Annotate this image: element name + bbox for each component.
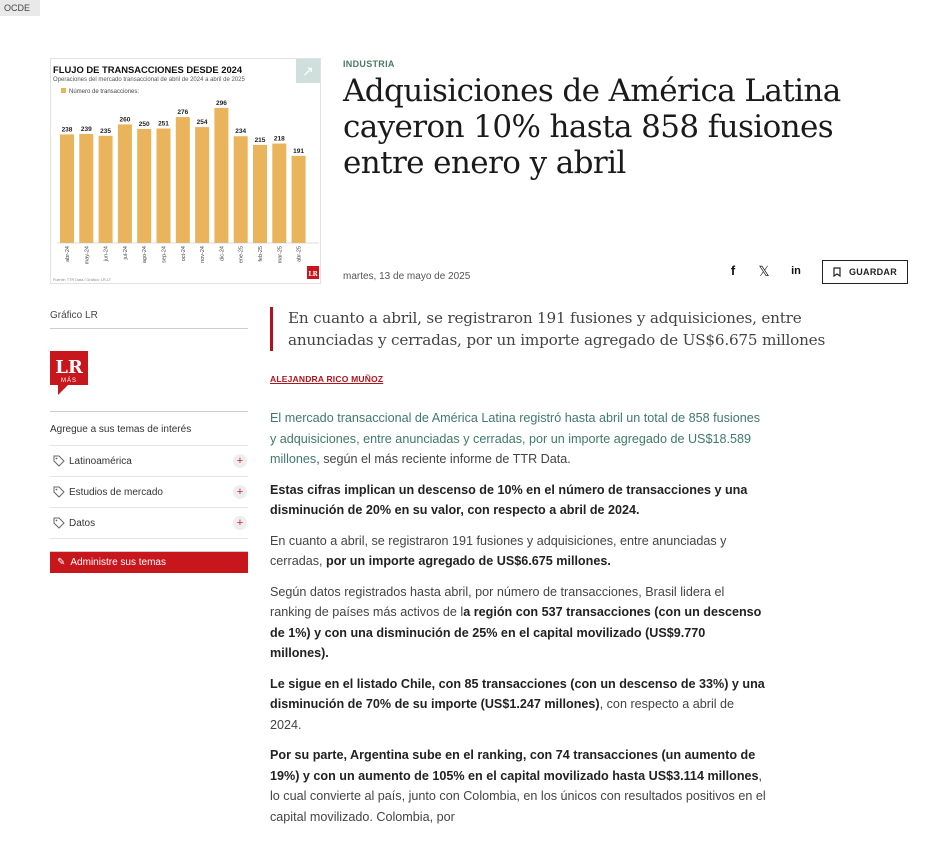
lr-mas-logo[interactable] [50, 351, 86, 395]
x-tick-label: dic-24 [219, 246, 226, 261]
pencil-icon: ✎ [57, 557, 66, 568]
bar-value-label: 254 [196, 119, 208, 127]
bar-value-label: 250 [138, 120, 150, 128]
chart-bar [79, 134, 93, 243]
paragraph [270, 582, 766, 664]
topics-title: Agregue a sus temas de interés [50, 424, 248, 446]
topic-label: Estudios de mercado [69, 486, 163, 498]
page-title: Adquisiciones de América Latina cayeron 10% hasta 858 fusiones entre enero y abril [343, 73, 841, 181]
top-chip[interactable]: OCDE [0, 0, 40, 16]
bar-value-label: 218 [273, 135, 285, 143]
x-tick-label: ago-24 [142, 246, 149, 264]
paragraph-text: , según el más reciente informe de TTR Data. [316, 452, 571, 466]
manage-topics-button[interactable] [50, 551, 248, 573]
sidebar [50, 306, 248, 573]
paragraph-bold: por un importe agregado de US$6.675 millones. [326, 554, 611, 568]
paragraph [270, 480, 766, 521]
section-tag[interactable]: INDUSTRIA [343, 59, 395, 69]
publish-date: martes, 13 de mayo de 2025 [343, 271, 471, 282]
chart-bar [292, 156, 306, 243]
x-tick-label: feb-25 [258, 246, 264, 262]
x-tick-label: mar-25 [277, 246, 284, 264]
add-topic-icon[interactable]: + [233, 485, 247, 499]
bar-value-label: 251 [158, 120, 169, 128]
chart-card[interactable] [50, 58, 321, 284]
paragraph-bold: Por su parte, Argentina sube en el ranking, con 74 transacciones (un aumento de 19%) y con un aumento de 105% en el capital movilizado hasta US$3.114 millones [270, 748, 759, 783]
chart-bar [272, 144, 286, 243]
bar-value-label: 296 [215, 99, 227, 107]
paragraph-bold: Estas cifras implican un descenso de 10% en el número de transacciones y una disminución de 20% en su valor, con respecto a abril de 2024. [270, 482, 748, 517]
sidebar-divider [50, 411, 248, 412]
chart-bar [60, 134, 74, 243]
paragraph-text: Según datos registrados hasta abril, por número de transacciones, Brasil lidera el ranking de países más activos de l [270, 584, 725, 619]
x-tick-label: oct-24 [180, 246, 187, 262]
topic-estudios-de-mercado[interactable] [50, 477, 248, 508]
chart-bar [157, 128, 171, 243]
chart-bar [234, 136, 248, 243]
topic-datos[interactable] [50, 508, 248, 539]
article-body [270, 408, 766, 837]
x-tick-label: abr-25 [296, 246, 303, 262]
chart-bar [214, 108, 228, 243]
tag-icon [53, 517, 65, 529]
tag-icon [53, 486, 65, 498]
paragraph [270, 531, 766, 572]
save-button[interactable] [822, 260, 908, 284]
lr-logo-icon [50, 351, 88, 397]
tag-icon [53, 455, 65, 467]
x-tick-label: jul-24 [122, 246, 129, 260]
paragraph [270, 408, 766, 470]
paragraph [270, 745, 766, 827]
chart-bar [253, 145, 267, 243]
article-lead: En cuanto a abril, se registraron 191 fusiones y adquisiciones, entre anunciadas y cerradas, por un importe agregado de US$6.675 millones [270, 307, 870, 351]
bookmark-icon [833, 267, 841, 277]
chart-bar [195, 127, 209, 243]
add-topic-icon[interactable]: + [233, 516, 247, 530]
chart-source: Fuente: TTR Data / Gráfico: LR-LT [53, 278, 112, 282]
linkedin-icon[interactable]: in [791, 265, 801, 277]
chart-title: FLUJO DE TRANSACCIONES DESDE 2024 [53, 64, 243, 75]
topic-label: Latinoamérica [69, 455, 132, 467]
bar-value-label: 276 [177, 109, 189, 117]
facebook-icon[interactable]: f [730, 263, 736, 278]
author-link[interactable]: ALEJANDRA RICO MUÑOZ [270, 374, 384, 384]
x-tick-label: nov-24 [200, 246, 207, 263]
x-tick-label: ene-25 [238, 246, 245, 264]
save-button-label: GUARDAR [848, 267, 898, 277]
chart-bar [118, 124, 132, 243]
bar-value-label: 191 [293, 147, 305, 155]
chart-bar [99, 136, 113, 243]
paragraph-text: , con respecto a abril de 2024. [270, 697, 735, 732]
x-tick-label: may-24 [84, 246, 91, 265]
manage-topics-label: Administre sus temas [70, 557, 166, 568]
topic-latinoamerica[interactable] [50, 446, 248, 477]
chart-caption: Gráfico LR [50, 306, 248, 329]
x-icon[interactable]: 𝕏 [758, 263, 770, 279]
bar-value-label: 238 [61, 126, 73, 134]
add-topic-icon[interactable]: + [233, 454, 247, 468]
logo-sub-text: MÁS [60, 378, 78, 384]
chart-subtitle: Operaciones del mercado transaccional de abril de 2024 a abril de 2025 [53, 77, 245, 83]
article-link[interactable]: El mercado transaccional de América Latina registró hasta abril un total de 858 fusiones y adquisiciones, entre anunciadas y cerradas, por un importe agregado de US$18.589 millones [270, 411, 761, 466]
bar-value-label: 239 [80, 125, 92, 133]
x-tick-label: sep-24 [161, 246, 168, 263]
paragraph-text: , lo cual convierte al país, junto con Colombia, en los únicos con resultados positivos en el capital movilizado. Colombia, por [270, 768, 766, 824]
paragraph [270, 674, 766, 736]
paragraph-text: En cuanto a abril, se registraron 191 fusiones y adquisiciones, entre anunciadas y cerradas, [270, 533, 727, 568]
bar-value-label: 234 [235, 128, 247, 136]
legend-label: Número de transacciones: [69, 89, 140, 95]
chart-bar [176, 117, 190, 243]
legend-swatch [61, 88, 66, 93]
topic-label: Datos [69, 517, 96, 529]
bar-chart [51, 59, 321, 284]
bar-value-label: 260 [119, 116, 131, 124]
paragraph-bold: a región con 537 transacciones (con un descenso de 1%) y con una disminución de 25% en el capital movilizado (US$9.770 millones). [270, 605, 762, 660]
chart-bar [137, 129, 151, 243]
bar-value-label: 215 [254, 136, 266, 144]
chart-logo-text: LR [308, 271, 318, 278]
logo-main-text: LR [55, 357, 83, 378]
paragraph-bold: Le sigue en el listado Chile, con 85 transacciones (con un descenso de 33%) y una disminución de 70% de su importe (US$1.247 millones) [270, 676, 765, 711]
x-tick-label: jun-24 [103, 246, 110, 262]
x-tick-label: abr-24 [65, 246, 71, 262]
bar-value-label: 235 [100, 127, 112, 135]
expand-icon[interactable]: ↗ [296, 59, 320, 83]
